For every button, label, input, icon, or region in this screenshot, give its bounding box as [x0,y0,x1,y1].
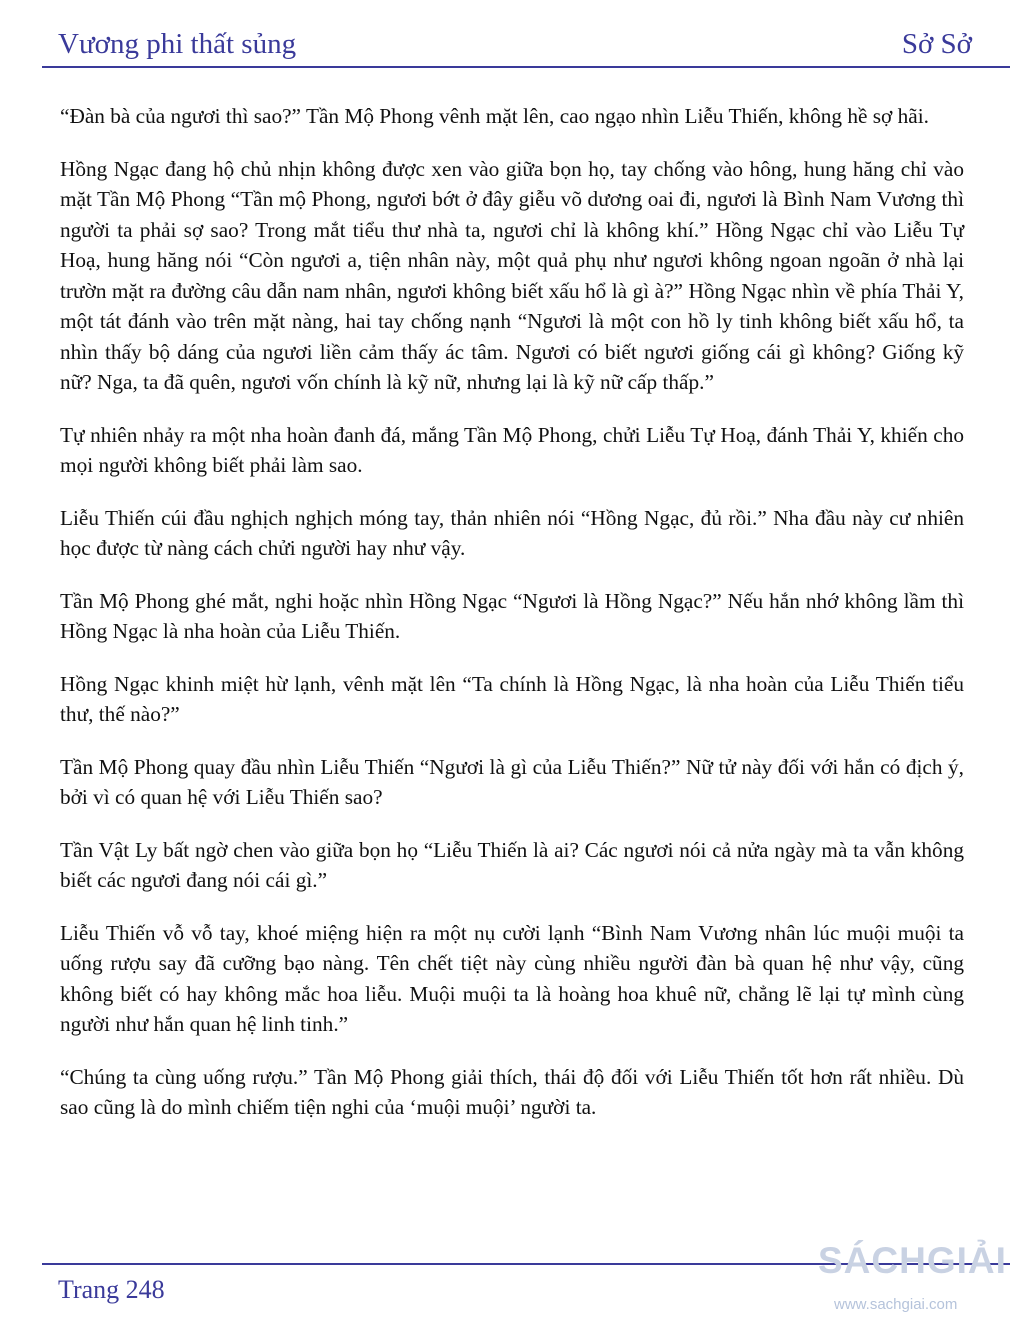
paragraph: Tần Mộ Phong quay đầu nhìn Liễu Thiến “Ngươi là gì của Liễu Thiến?” Nữ tử này đối với hắn có địch ý, bởi vì có quan hệ với Liễu Thiến sao? [60,754,964,809]
page-header [58,24,972,64]
author-name: Sở Sở [901,28,972,60]
paragraph: Hồng Ngạc khinh miệt hừ lạnh, vênh mặt lên “Ta chính là Hồng Ngạc, là nha hoàn của Liễu Thiến tiểu thư, thế nào?” [60,671,964,726]
paragraph: “Chúng ta cùng uống rượu.” Tần Mộ Phong giải thích, thái độ đối với Liễu Thiến tốt hơn rất nhiều. Dù sao cũng là do mình chiếm tiện nghi của ‘muội muội’ người ta. [60,1064,964,1119]
paragraph: “Đàn bà của ngươi thì sao?” Tần Mộ Phong vênh mặt lên, cao ngạo nhìn Liễu Thiến, không hề sợ hãi. [60,104,929,128]
watermark-url: www.sachgiai.com [834,1296,958,1313]
header-divider [42,66,1010,68]
watermark-logo: SÁCHGIẢI [818,1240,1007,1281]
paragraph: Tần Vật Ly bất ngờ chen vào giữa bọn họ “Liễu Thiến là ai? Các ngươi nói cả nửa ngày mà ta vẫn không biết các ngươi đang nói cái gì.” [60,837,964,892]
page-number: Trang 248 [58,1275,165,1304]
paragraph: Liễu Thiến vỗ vỗ tay, khoé miệng hiện ra một nụ cười lạnh “Bình Nam Vương nhân lúc muội muội ta uống rượu say đã cưỡng bạo nàng. Tên chết tiệt này cùng nhiều người đàn bà quan hệ như vậy, cũng không biết có hay không mắc hoa liễu. Muội muội ta là hoàng hoa khuê nữ, chẳng lẽ lại tự mình cùng người như hắn quan hệ linh tinh.” [60,920,964,1036]
paragraph: Liễu Thiến cúi đầu nghịch nghịch móng tay, thản nhiên nói “Hồng Ngạc, đủ rồi.” Nha đầu này cư nhiên học được từ nàng cách chửi người hay như vậy. [60,505,964,560]
paragraph: Tự nhiên nhảy ra một nha hoàn đanh đá, mắng Tần Mộ Phong, chửi Liễu Tự Hoạ, đánh Thải Y, khiến cho mọi người không biết phải làm sao. [60,422,964,477]
paragraph: Hồng Ngạc đang hộ chủ nhịn không được xen vào giữa bọn họ, tay chống vào hông, hung hăng chỉ vào mặt Tần Mộ Phong “Tần mộ Phong, ngươi bớt ở đây giễu võ dương oai đi, ngươi là Bình Nam Vương thì người ta phải sợ sao? Trong mắt tiểu thư nhà ta, ngươi chỉ là không khí.” Hồng Ngạc chỉ vào Liễu Tự Hoạ, hung hăng nói “Còn ngươi a, tiện nhân này, một quả phụ như ngươi không ngoan ngoãn ở nhà lại trườn mặt ra đường câu dẫn nam nhân, ngươi không biết xấu hổ là gì à?” Hồng Ngạc nhìn về phía Thải Y, một tát đánh vào trên mặt nàng, hai tay chống nạnh “Ngươi là một con hồ ly tinh không biết xấu hổ, ta nhìn thấy bộ dáng của ngươi liền cảm thấy ác tâm. Ngươi có biết ngươi giống cái gì không? Giống kỹ nữ? Nga, ta đã quên, ngươi vốn chính là kỹ nữ, nhưng lại là kỹ nữ cấp thấp.” [60,156,964,394]
paragraph: Tần Mộ Phong ghé mắt, nghi hoặc nhìn Hồng Ngạc “Ngươi là Hồng Ngạc?” Nếu hắn nhớ không lầm thì Hồng Ngạc là nha hoàn của Liễu Thiến. [60,588,964,643]
watermark [818,1240,1018,1320]
book-title: Vương phi thất sủng [58,28,297,60]
page-body [60,101,964,1145]
